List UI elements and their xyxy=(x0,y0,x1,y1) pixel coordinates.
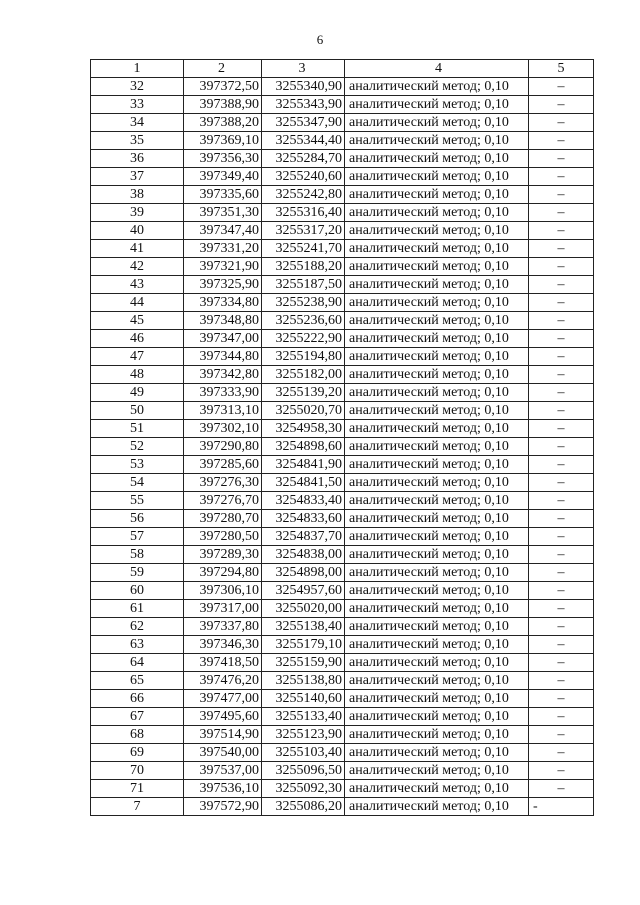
x-coordinate-cell: 397356,30 xyxy=(184,150,262,168)
y-coordinate-cell: 3255138,80 xyxy=(262,672,345,690)
table-row xyxy=(91,258,594,276)
table-row xyxy=(91,204,594,222)
note-cell: – xyxy=(529,204,594,222)
note-cell: – xyxy=(529,762,594,780)
point-number-cell: 37 xyxy=(91,168,184,186)
y-coordinate-cell: 3255317,20 xyxy=(262,222,345,240)
method-accuracy-cell: аналитический метод; 0,10 xyxy=(345,168,529,186)
note-cell: – xyxy=(529,654,594,672)
point-number-cell: 64 xyxy=(91,654,184,672)
point-number-cell: 35 xyxy=(91,132,184,150)
note-cell: – xyxy=(529,78,594,96)
method-accuracy-cell: аналитический метод; 0,10 xyxy=(345,402,529,420)
table-row xyxy=(91,600,594,618)
x-coordinate-cell: 397348,80 xyxy=(184,312,262,330)
table-row xyxy=(91,240,594,258)
method-accuracy-cell: аналитический метод; 0,10 xyxy=(345,384,529,402)
y-coordinate-cell: 3255123,90 xyxy=(262,726,345,744)
method-accuracy-cell: аналитический метод; 0,10 xyxy=(345,240,529,258)
table-row xyxy=(91,366,594,384)
method-accuracy-cell: аналитический метод; 0,10 xyxy=(345,708,529,726)
method-accuracy-cell: аналитический метод; 0,10 xyxy=(345,600,529,618)
y-coordinate-cell: 3254833,40 xyxy=(262,492,345,510)
note-cell: – xyxy=(529,366,594,384)
x-coordinate-cell: 397334,80 xyxy=(184,294,262,312)
table-row xyxy=(91,762,594,780)
x-coordinate-cell: 397276,70 xyxy=(184,492,262,510)
y-coordinate-cell: 3255236,60 xyxy=(262,312,345,330)
y-coordinate-cell: 3255194,80 xyxy=(262,348,345,366)
x-coordinate-cell: 397321,90 xyxy=(184,258,262,276)
y-coordinate-cell: 3254958,30 xyxy=(262,420,345,438)
point-number-cell: 59 xyxy=(91,564,184,582)
y-coordinate-cell: 3255340,90 xyxy=(262,78,345,96)
table-row xyxy=(91,114,594,132)
method-accuracy-cell: аналитический метод; 0,10 xyxy=(345,258,529,276)
point-number-cell: 46 xyxy=(91,330,184,348)
table-row xyxy=(91,132,594,150)
table-row xyxy=(91,384,594,402)
note-cell: – xyxy=(529,96,594,114)
x-coordinate-cell: 397276,30 xyxy=(184,474,262,492)
point-number-cell: 69 xyxy=(91,744,184,762)
method-accuracy-cell: аналитический метод; 0,10 xyxy=(345,78,529,96)
method-accuracy-cell: аналитический метод; 0,10 xyxy=(345,96,529,114)
method-accuracy-cell: аналитический метод; 0,10 xyxy=(345,366,529,384)
y-coordinate-cell: 3255159,90 xyxy=(262,654,345,672)
x-coordinate-cell: 397347,00 xyxy=(184,330,262,348)
method-accuracy-cell: аналитический метод; 0,10 xyxy=(345,654,529,672)
table-row xyxy=(91,672,594,690)
x-coordinate-cell: 397347,40 xyxy=(184,222,262,240)
y-coordinate-cell: 3255020,00 xyxy=(262,600,345,618)
method-accuracy-cell: аналитический метод; 0,10 xyxy=(345,726,529,744)
table-row xyxy=(91,492,594,510)
y-coordinate-cell: 3254838,00 xyxy=(262,546,345,564)
coordinates-table xyxy=(90,59,594,816)
y-coordinate-cell: 3254841,90 xyxy=(262,456,345,474)
table-row xyxy=(91,636,594,654)
point-number-cell: 7 xyxy=(91,798,184,816)
note-cell: – xyxy=(529,744,594,762)
point-number-cell: 49 xyxy=(91,384,184,402)
table-row xyxy=(91,726,594,744)
table-row xyxy=(91,564,594,582)
x-coordinate-cell: 397372,50 xyxy=(184,78,262,96)
page-number: 6 xyxy=(316,32,324,47)
note-cell: – xyxy=(529,258,594,276)
x-coordinate-cell: 397290,80 xyxy=(184,438,262,456)
y-coordinate-cell: 3254957,60 xyxy=(262,582,345,600)
note-cell: – xyxy=(529,402,594,420)
table-row xyxy=(91,330,594,348)
method-accuracy-cell: аналитический метод; 0,10 xyxy=(345,492,529,510)
x-coordinate-cell: 397325,90 xyxy=(184,276,262,294)
column-header-3: 3 xyxy=(262,60,345,78)
point-number-cell: 53 xyxy=(91,456,184,474)
note-cell: – xyxy=(529,636,594,654)
note-cell: – xyxy=(529,474,594,492)
y-coordinate-cell: 3255138,40 xyxy=(262,618,345,636)
method-accuracy-cell: аналитический метод; 0,10 xyxy=(345,294,529,312)
y-coordinate-cell: 3255133,40 xyxy=(262,708,345,726)
x-coordinate-cell: 397342,80 xyxy=(184,366,262,384)
y-coordinate-cell: 3254898,60 xyxy=(262,438,345,456)
x-coordinate-cell: 397495,60 xyxy=(184,708,262,726)
note-cell: – xyxy=(529,780,594,798)
x-coordinate-cell: 397333,90 xyxy=(184,384,262,402)
method-accuracy-cell: аналитический метод; 0,10 xyxy=(345,528,529,546)
note-cell: – xyxy=(529,582,594,600)
note-cell: – xyxy=(529,546,594,564)
y-coordinate-cell: 3255140,60 xyxy=(262,690,345,708)
point-number-cell: 43 xyxy=(91,276,184,294)
note-cell: – xyxy=(529,186,594,204)
x-coordinate-cell: 397388,20 xyxy=(184,114,262,132)
note-cell: – xyxy=(529,528,594,546)
y-coordinate-cell: 3255316,40 xyxy=(262,204,345,222)
point-number-cell: 60 xyxy=(91,582,184,600)
point-number-cell: 34 xyxy=(91,114,184,132)
table-row xyxy=(91,294,594,312)
table-row xyxy=(91,474,594,492)
y-coordinate-cell: 3254841,50 xyxy=(262,474,345,492)
point-number-cell: 63 xyxy=(91,636,184,654)
point-number-cell: 70 xyxy=(91,762,184,780)
method-accuracy-cell: аналитический метод; 0,10 xyxy=(345,276,529,294)
note-cell: – xyxy=(529,726,594,744)
method-accuracy-cell: аналитический метод; 0,10 xyxy=(345,420,529,438)
method-accuracy-cell: аналитический метод; 0,10 xyxy=(345,150,529,168)
x-coordinate-cell: 397289,30 xyxy=(184,546,262,564)
column-header-1: 1 xyxy=(91,60,184,78)
table-row xyxy=(91,456,594,474)
note-cell: – xyxy=(529,312,594,330)
point-number-cell: 32 xyxy=(91,78,184,96)
y-coordinate-cell: 3255242,80 xyxy=(262,186,345,204)
table-row xyxy=(91,744,594,762)
method-accuracy-cell: аналитический метод; 0,10 xyxy=(345,438,529,456)
note-cell: – xyxy=(529,222,594,240)
x-coordinate-cell: 397536,10 xyxy=(184,780,262,798)
point-number-cell: 55 xyxy=(91,492,184,510)
method-accuracy-cell: аналитический метод; 0,10 xyxy=(345,456,529,474)
table-row xyxy=(91,312,594,330)
method-accuracy-cell: аналитический метод; 0,10 xyxy=(345,798,529,816)
table-row xyxy=(91,528,594,546)
point-number-cell: 56 xyxy=(91,510,184,528)
point-number-cell: 61 xyxy=(91,600,184,618)
point-number-cell: 45 xyxy=(91,312,184,330)
point-number-cell: 39 xyxy=(91,204,184,222)
x-coordinate-cell: 397306,10 xyxy=(184,582,262,600)
y-coordinate-cell: 3255240,60 xyxy=(262,168,345,186)
method-accuracy-cell: аналитический метод; 0,10 xyxy=(345,744,529,762)
note-cell: – xyxy=(529,672,594,690)
point-number-cell: 50 xyxy=(91,402,184,420)
column-header-5: 5 xyxy=(529,60,594,78)
note-cell: - xyxy=(529,798,594,816)
point-number-cell: 48 xyxy=(91,366,184,384)
method-accuracy-cell: аналитический метод; 0,10 xyxy=(345,762,529,780)
table-row xyxy=(91,780,594,798)
note-cell: – xyxy=(529,294,594,312)
method-accuracy-cell: аналитический метод; 0,10 xyxy=(345,636,529,654)
note-cell: – xyxy=(529,600,594,618)
x-coordinate-cell: 397337,80 xyxy=(184,618,262,636)
note-cell: – xyxy=(529,618,594,636)
note-cell: – xyxy=(529,492,594,510)
y-coordinate-cell: 3255139,20 xyxy=(262,384,345,402)
y-coordinate-cell: 3255179,10 xyxy=(262,636,345,654)
point-number-cell: 66 xyxy=(91,690,184,708)
x-coordinate-cell: 397331,20 xyxy=(184,240,262,258)
note-cell: – xyxy=(529,348,594,366)
table-row xyxy=(91,348,594,366)
note-cell: – xyxy=(529,276,594,294)
y-coordinate-cell: 3255238,90 xyxy=(262,294,345,312)
point-number-cell: 57 xyxy=(91,528,184,546)
table-row xyxy=(91,186,594,204)
point-number-cell: 58 xyxy=(91,546,184,564)
method-accuracy-cell: аналитический метод; 0,10 xyxy=(345,186,529,204)
method-accuracy-cell: аналитический метод; 0,10 xyxy=(345,672,529,690)
y-coordinate-cell: 3254898,00 xyxy=(262,564,345,582)
y-coordinate-cell: 3255343,90 xyxy=(262,96,345,114)
table-row xyxy=(91,582,594,600)
x-coordinate-cell: 397369,10 xyxy=(184,132,262,150)
x-coordinate-cell: 397537,00 xyxy=(184,762,262,780)
table-row xyxy=(91,798,594,816)
method-accuracy-cell: аналитический метод; 0,10 xyxy=(345,780,529,798)
method-accuracy-cell: аналитический метод; 0,10 xyxy=(345,204,529,222)
table-row xyxy=(91,438,594,456)
x-coordinate-cell: 397344,80 xyxy=(184,348,262,366)
table-row xyxy=(91,402,594,420)
table-row xyxy=(91,420,594,438)
point-number-cell: 68 xyxy=(91,726,184,744)
table-row xyxy=(91,276,594,294)
y-coordinate-cell: 3255020,70 xyxy=(262,402,345,420)
table-row xyxy=(91,618,594,636)
note-cell: – xyxy=(529,132,594,150)
x-coordinate-cell: 397514,90 xyxy=(184,726,262,744)
y-coordinate-cell: 3255241,70 xyxy=(262,240,345,258)
method-accuracy-cell: аналитический метод; 0,10 xyxy=(345,132,529,150)
method-accuracy-cell: аналитический метод; 0,10 xyxy=(345,348,529,366)
x-coordinate-cell: 397313,10 xyxy=(184,402,262,420)
method-accuracy-cell: аналитический метод; 0,10 xyxy=(345,546,529,564)
table-header-row xyxy=(91,60,594,78)
column-header-4: 4 xyxy=(345,60,529,78)
x-coordinate-cell: 397540,00 xyxy=(184,744,262,762)
point-number-cell: 52 xyxy=(91,438,184,456)
column-header-2: 2 xyxy=(184,60,262,78)
y-coordinate-cell: 3254837,70 xyxy=(262,528,345,546)
x-coordinate-cell: 397285,60 xyxy=(184,456,262,474)
x-coordinate-cell: 397572,90 xyxy=(184,798,262,816)
point-number-cell: 40 xyxy=(91,222,184,240)
note-cell: – xyxy=(529,708,594,726)
note-cell: – xyxy=(529,384,594,402)
y-coordinate-cell: 3255096,50 xyxy=(262,762,345,780)
x-coordinate-cell: 397388,90 xyxy=(184,96,262,114)
y-coordinate-cell: 3255103,40 xyxy=(262,744,345,762)
note-cell: – xyxy=(529,330,594,348)
point-number-cell: 33 xyxy=(91,96,184,114)
x-coordinate-cell: 397280,50 xyxy=(184,528,262,546)
x-coordinate-cell: 397418,50 xyxy=(184,654,262,672)
note-cell: – xyxy=(529,690,594,708)
point-number-cell: 41 xyxy=(91,240,184,258)
note-cell: – xyxy=(529,420,594,438)
x-coordinate-cell: 397476,20 xyxy=(184,672,262,690)
point-number-cell: 47 xyxy=(91,348,184,366)
table-row xyxy=(91,654,594,672)
y-coordinate-cell: 3255284,70 xyxy=(262,150,345,168)
x-coordinate-cell: 397280,70 xyxy=(184,510,262,528)
y-coordinate-cell: 3255182,00 xyxy=(262,366,345,384)
x-coordinate-cell: 397302,10 xyxy=(184,420,262,438)
table-row xyxy=(91,168,594,186)
note-cell: – xyxy=(529,510,594,528)
method-accuracy-cell: аналитический метод; 0,10 xyxy=(345,312,529,330)
table-row xyxy=(91,222,594,240)
x-coordinate-cell: 397294,80 xyxy=(184,564,262,582)
point-number-cell: 36 xyxy=(91,150,184,168)
point-number-cell: 44 xyxy=(91,294,184,312)
y-coordinate-cell: 3255187,50 xyxy=(262,276,345,294)
note-cell: – xyxy=(529,564,594,582)
point-number-cell: 62 xyxy=(91,618,184,636)
note-cell: – xyxy=(529,114,594,132)
table-row xyxy=(91,150,594,168)
y-coordinate-cell: 3255092,30 xyxy=(262,780,345,798)
table-row xyxy=(91,546,594,564)
point-number-cell: 51 xyxy=(91,420,184,438)
table-row xyxy=(91,690,594,708)
point-number-cell: 54 xyxy=(91,474,184,492)
y-coordinate-cell: 3255347,90 xyxy=(262,114,345,132)
method-accuracy-cell: аналитический метод; 0,10 xyxy=(345,222,529,240)
note-cell: – xyxy=(529,150,594,168)
x-coordinate-cell: 397335,60 xyxy=(184,186,262,204)
method-accuracy-cell: аналитический метод; 0,10 xyxy=(345,618,529,636)
y-coordinate-cell: 3254833,60 xyxy=(262,510,345,528)
point-number-cell: 38 xyxy=(91,186,184,204)
note-cell: – xyxy=(529,456,594,474)
method-accuracy-cell: аналитический метод; 0,10 xyxy=(345,510,529,528)
method-accuracy-cell: аналитический метод; 0,10 xyxy=(345,474,529,492)
note-cell: – xyxy=(529,168,594,186)
method-accuracy-cell: аналитический метод; 0,10 xyxy=(345,564,529,582)
method-accuracy-cell: аналитический метод; 0,10 xyxy=(345,582,529,600)
x-coordinate-cell: 397351,30 xyxy=(184,204,262,222)
y-coordinate-cell: 3255188,20 xyxy=(262,258,345,276)
point-number-cell: 65 xyxy=(91,672,184,690)
note-cell: – xyxy=(529,240,594,258)
point-number-cell: 71 xyxy=(91,780,184,798)
x-coordinate-cell: 397317,00 xyxy=(184,600,262,618)
table-row xyxy=(91,96,594,114)
note-cell: – xyxy=(529,438,594,456)
y-coordinate-cell: 3255222,90 xyxy=(262,330,345,348)
point-number-cell: 67 xyxy=(91,708,184,726)
x-coordinate-cell: 397477,00 xyxy=(184,690,262,708)
table-body xyxy=(91,78,594,816)
table-row xyxy=(91,510,594,528)
point-number-cell: 42 xyxy=(91,258,184,276)
x-coordinate-cell: 397346,30 xyxy=(184,636,262,654)
method-accuracy-cell: аналитический метод; 0,10 xyxy=(345,690,529,708)
method-accuracy-cell: аналитический метод; 0,10 xyxy=(345,330,529,348)
table-row xyxy=(91,78,594,96)
y-coordinate-cell: 3255086,20 xyxy=(262,798,345,816)
x-coordinate-cell: 397349,40 xyxy=(184,168,262,186)
y-coordinate-cell: 3255344,40 xyxy=(262,132,345,150)
method-accuracy-cell: аналитический метод; 0,10 xyxy=(345,114,529,132)
table-row xyxy=(91,708,594,726)
